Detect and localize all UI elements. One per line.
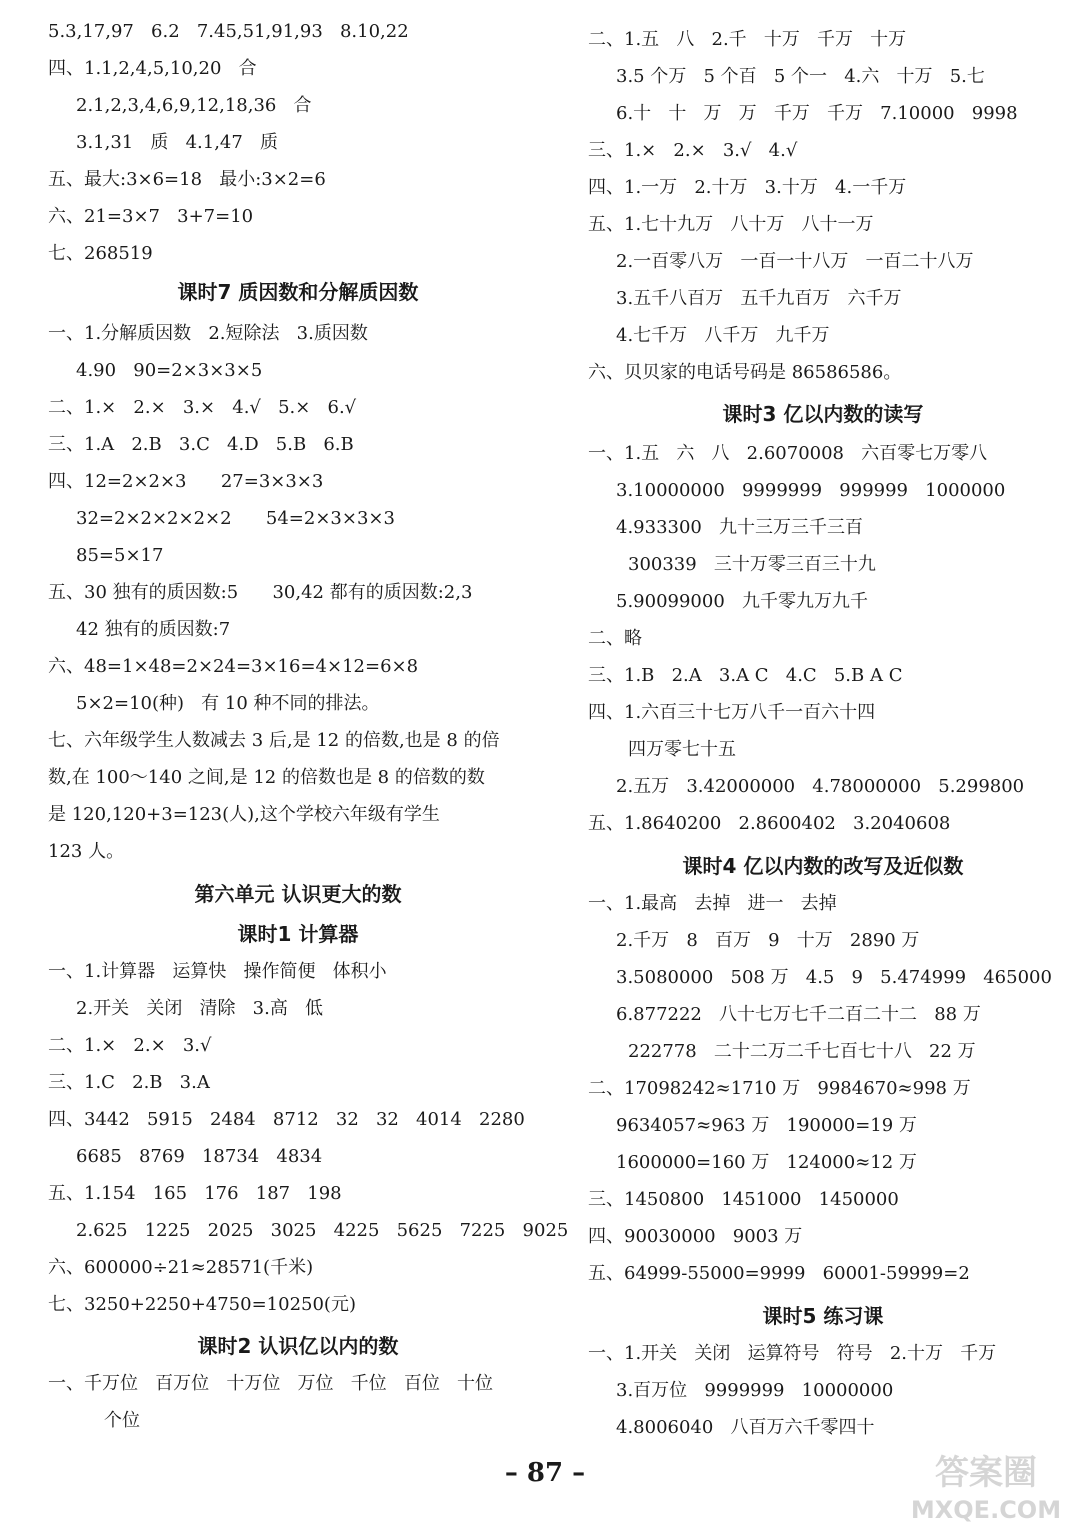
answer-line: 五、1.154 165 176 187 198 [48, 1183, 342, 1204]
section-heading: 课时4 亿以内数的改写及近似数 [682, 854, 964, 878]
answer-line: 二、1.× 2.× 3.√ [48, 1035, 212, 1056]
answer-line: 五、1.8640200 2.8600402 3.2040608 [588, 813, 951, 834]
answer-line: 四万零七十五 [628, 739, 736, 760]
answer-line: 五、30 独有的质因数:5 30,42 都有的质因数:2,3 [48, 582, 473, 603]
answer-line: 5.3,17,97 6.2 7.45,51,91,93 8.10,22 [48, 21, 409, 42]
answer-line: 二、1.五 八 2.千 十万 千万 十万 [588, 29, 907, 50]
answer-line: 七、六年级学生人数减去 3 后,是 12 的倍数,也是 8 的倍 [48, 730, 500, 751]
answer-line: 300339 三十万零三百三十九 [628, 554, 876, 575]
answer-line: 3.10000000 9999999 999999 1000000 [616, 480, 1006, 501]
answer-line: 3.5080000 508 万 4.5 9 5.474999 465000 [616, 967, 1052, 988]
answer-line: 一、千万位 百万位 十万位 万位 千位 百位 十位 [48, 1373, 493, 1394]
answer-line: 三、1450800 1451000 1450000 [588, 1189, 899, 1210]
answer-line: 4.七千万 八千万 九千万 [616, 325, 830, 346]
answer-line: 6685 8769 18734 4834 [76, 1146, 323, 1167]
section-heading: 课时3 亿以内数的读写 [722, 402, 924, 426]
answer-line: 四、1.一万 2.十万 3.十万 4.一千万 [588, 177, 907, 198]
section-heading: 课时5 练习课 [762, 1304, 884, 1328]
answer-line: 一、1.开关 关闭 运算符号 符号 2.十万 千万 [588, 1343, 997, 1364]
answer-line: 32=2×2×2×2×2 54=2×3×3×3 [76, 508, 395, 529]
watermark-logo [900, 1446, 1072, 1526]
answer-line: 5.90099000 九千零九万九千 [616, 591, 868, 612]
unit-heading: 第六单元 认识更大的数 [194, 882, 402, 906]
watermark-url: MXQE.COM [910, 1496, 1062, 1524]
section-heading: 课时7 质因数和分解质因数 [177, 280, 419, 304]
answer-line: 3.百万位 9999999 10000000 [616, 1380, 894, 1401]
answer-line: 一、1.五 六 八 2.6070008 六百零七万零八 [588, 443, 988, 464]
answer-line: 五、64999-55000=9999 60001-59999=2 [588, 1263, 970, 1284]
answer-line: 六、贝贝家的电话号码是 86586586。 [588, 362, 902, 383]
answer-line: 6.十 十 万 万 千万 千万 7.10000 9998 [616, 103, 1018, 124]
answer-line: 个位 [104, 1410, 140, 1431]
answer-line: 2.五万 3.42000000 4.78000000 5.299800 [616, 776, 1025, 797]
answer-line: 四、1.六百三十七万八千一百六十四 [588, 702, 876, 723]
answer-line: 一、1.分解质因数 2.短除法 3.质因数 [48, 323, 368, 344]
answer-line: 四、12=2×2×3 27=3×3×3 [48, 471, 324, 492]
answer-line: 2.千万 8 百万 9 十万 2890 万 [616, 930, 920, 951]
answer-line: 2.625 1225 2025 3025 4225 5625 7225 9025 [76, 1220, 569, 1241]
answer-line: 3.5 个万 5 个百 5 个一 4.六 十万 5.七 [616, 66, 985, 87]
answer-line: 2.一百零八万 一百一十八万 一百二十八万 [616, 251, 974, 272]
answer-line: 四、90030000 9003 万 [588, 1226, 803, 1247]
page-number: – 87 – [504, 1458, 586, 1488]
section-heading: 课时1 计算器 [237, 922, 359, 946]
answer-line: 4.8006040 八百万六千零四十 [616, 1417, 875, 1438]
answer-line: 一、1.计算器 运算快 操作简便 体积小 [48, 961, 387, 982]
answer-line: 五、1.七十九万 八十万 八十一万 [588, 214, 874, 235]
answer-line: 222778 二十二万二千七百七十八 22 万 [628, 1041, 976, 1062]
answer-line: 三、1.C 2.B 3.A [48, 1072, 210, 1093]
answer-line: 123 人。 [48, 841, 125, 862]
answer-line: 3.五千八百万 五千九百万 六千万 [616, 288, 902, 309]
answer-line: 3.1,31 质 4.1,47 质 [76, 132, 278, 153]
answer-line: 七、268519 [48, 243, 153, 264]
watermark-text: 答案圈 [935, 1453, 1037, 1493]
answer-line: 五、最大:3×6=18 最小:3×2=6 [48, 169, 326, 190]
section-heading: 课时2 认识亿以内的数 [197, 1334, 399, 1358]
answer-line: 二、略 [588, 628, 642, 649]
answer-line: 二、17098242≈1710 万 9984670≈998 万 [588, 1078, 971, 1099]
answer-line: 二、1.× 2.× 3.× 4.√ 5.× 6.√ [48, 397, 357, 418]
answer-line: 四、3442 5915 2484 8712 32 32 4014 2280 [48, 1109, 525, 1130]
answer-line: 2.1,2,3,4,6,9,12,18,36 合 [76, 95, 312, 116]
answer-line: 六、21=3×7 3+7=10 [48, 206, 254, 227]
answer-line: 三、1.× 2.× 3.√ 4.√ [588, 140, 798, 161]
answer-line: 42 独有的质因数:7 [76, 619, 231, 640]
answer-line: 4.933300 九十三万三千三百 [616, 517, 864, 538]
answer-line: 一、1.最高 去掉 进一 去掉 [588, 893, 837, 914]
answer-line: 1600000=160 万 124000≈12 万 [616, 1152, 917, 1173]
answer-line: 七、3250+2250+4750=10250(元) [48, 1294, 356, 1315]
answer-line: 85=5×17 [76, 545, 164, 566]
answer-line: 是 120,120+3=123(人),这个学校六年级有学生 [48, 804, 440, 825]
answer-line: 6.877222 八十七万七千二百二十二 88 万 [616, 1004, 981, 1025]
answer-line: 六、600000÷21≈28571(千米) [48, 1257, 314, 1278]
answer-line: 4.90 90=2×3×3×5 [76, 360, 263, 381]
answer-line: 三、1.A 2.B 3.C 4.D 5.B 6.B [48, 434, 354, 455]
answer-line: 9634057≈963 万 190000=19 万 [616, 1115, 917, 1136]
answer-line: 2.开关 关闭 清除 3.高 低 [76, 998, 324, 1019]
answer-line: 四、1.1,2,4,5,10,20 合 [48, 58, 257, 79]
answer-line: 六、48=1×48=2×24=3×16=4×12=6×8 [48, 656, 419, 677]
answer-line: 5×2=10(种) 有 10 种不同的排法。 [76, 693, 380, 714]
answer-line: 三、1.B 2.A 3.A C 4.C 5.B A C [588, 665, 903, 686]
answer-line: 数,在 100～140 之间,是 12 的倍数也是 8 的倍数的数 [48, 767, 485, 788]
